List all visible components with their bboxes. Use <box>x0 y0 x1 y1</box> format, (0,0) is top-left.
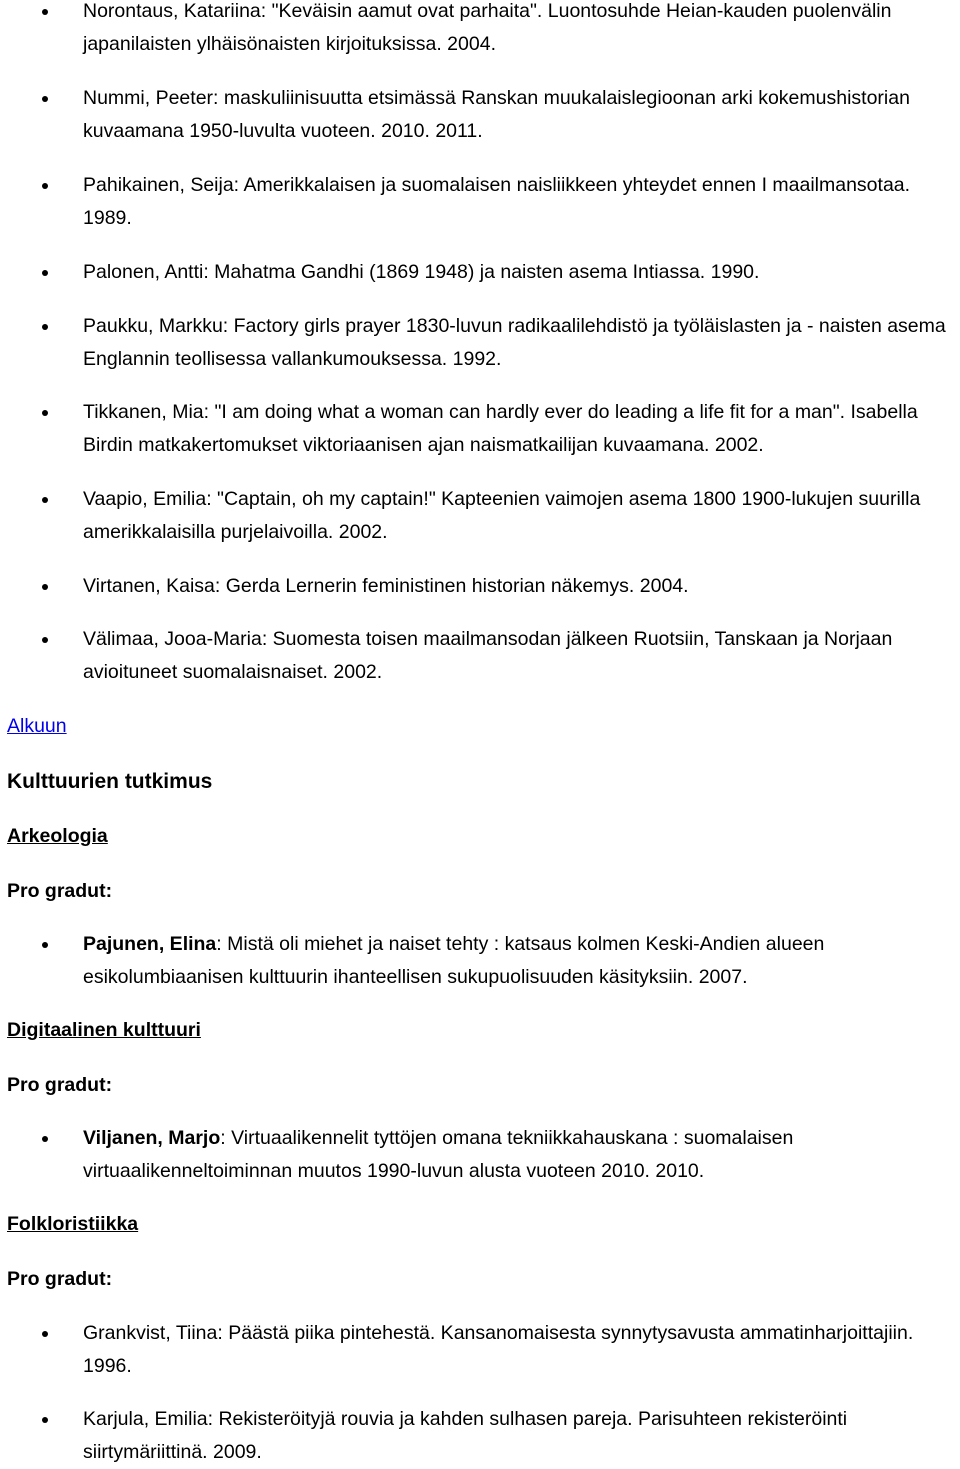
list-item <box>83 0 960 61</box>
list-item-text: Pahikainen, Seija: Amerikkalaisen ja suomalaisen naisliikkeen yhteydet ennen I maailmansotaa. 1989. <box>83 174 911 229</box>
list-item <box>83 82 960 148</box>
subsection-title-folkloristiikka: Folkloristiikka <box>7 1213 139 1235</box>
bullet-icon <box>42 497 48 503</box>
list-item-text: Karjula, Emilia: Rekisteröityjä rouvia ja kahden sulhasen pareja. Parisuhteen rekisteröinti siirtymäriittinä. 2009. <box>83 1408 848 1463</box>
list-item <box>83 928 960 994</box>
list-item-text: Virtanen, Kaisa: Gerda Lernerin feministinen historian näkemys. 2004. <box>83 575 689 597</box>
bullet-icon <box>42 584 48 590</box>
list-item <box>83 1317 960 1383</box>
list-item <box>83 169 960 235</box>
back-to-top-link[interactable]: Alkuun <box>7 715 67 737</box>
list-item-text: : Virtuaalikennelit tyttöjen omana tekniikkahauskana : suomalaisen virtuaalikenneltoiminnan muutos 1990-luvun alusta vuoteen 2010. 2010. <box>83 1127 794 1182</box>
list-item-text: Välimaa, Jooa-Maria: Suomesta toisen maailmansodan jälkeen Ruotsiin, Tanskaan ja Norjaan avioituneet suomalaisnaiset. 2002. <box>83 628 893 683</box>
list-item-text: Norontaus, Katariina: "Keväisin aamut ovat parhaita". Luontosuhde Heian-kauden puolenvälin japanilaisten ylhäisönaisten kirjoituksissa. 2004. <box>83 0 892 55</box>
bullet-icon <box>42 1136 48 1142</box>
list-item <box>83 310 960 376</box>
list-item <box>83 483 960 549</box>
list-item-text: Vaapio, Emilia: "Captain, oh my captain!" Kapteenien vaimojen asema 1800 1900-lukujen suurilla amerikkalaisilla purjelaivoilla. 2002. <box>83 488 921 543</box>
subsection-title-arkeologia: Arkeologia <box>7 825 108 847</box>
list-item-text: Palonen, Antti: Mahatma Gandhi (1869 1948) ja naisten asema Intiassa. 1990. <box>83 261 760 283</box>
pro-gradut-label: Pro gradut: <box>7 880 113 902</box>
list-item-text: Grankvist, Tiina: Päästä piika pintehestä. Kansanomaisesta synnytysavusta ammatinharjoittajiin. 1996. <box>83 1322 914 1377</box>
list-item <box>83 570 960 603</box>
bullet-icon <box>42 1331 48 1337</box>
pro-gradut-label: Pro gradut: <box>7 1268 113 1290</box>
list-item-text: Tikkanen, Mia: "I am doing what a woman can hardly ever do leading a life fit for a man". Isabella Birdin matkakertomukset viktoriaanisen ajan naismatkailijan kuvaamana. 2002. <box>83 401 918 456</box>
list-item-text: : Mistä oli miehet ja naiset tehty : katsaus kolmen Keski-Andien alueen esikolumbiaanisen kulttuurin ihanteellisen sukupuolisuuden käsityksiin. 2007. <box>83 933 825 988</box>
bullet-icon <box>42 183 48 189</box>
bullet-icon <box>42 942 48 948</box>
bullet-icon <box>42 270 48 276</box>
bullet-icon <box>42 9 48 15</box>
bullet-icon <box>42 96 48 102</box>
list-item <box>83 1403 960 1469</box>
author-name: Pajunen, Elina <box>83 933 217 955</box>
list-item-text: Paukku, Markku: Factory girls prayer 1830-luvun radikaalilehdistö ja työläislasten ja - naisten asema Englannin teollisessa vallankumouksessa. 1992. <box>83 315 946 370</box>
bullet-icon <box>42 324 48 330</box>
bullet-icon <box>42 1417 48 1423</box>
bullet-icon <box>42 410 48 416</box>
pro-gradut-label: Pro gradut: <box>7 1074 113 1096</box>
bullet-icon <box>42 637 48 643</box>
section-title: Kulttuurien tutkimus <box>7 770 213 793</box>
list-item <box>83 256 960 289</box>
author-name: Viljanen, Marjo <box>83 1127 221 1149</box>
list-item <box>83 1122 960 1188</box>
subsection-title-digitaalinen-kulttuuri: Digitaalinen kulttuuri <box>7 1019 201 1041</box>
list-item <box>83 396 960 462</box>
list-item <box>83 623 960 689</box>
list-item-text: Nummi, Peeter: maskuliinisuutta etsimässä Ranskan muukalaislegioonan arki kokemushistorian kuvaamana 1950-luvulta vuoteen. 2010. 2011. <box>83 87 910 142</box>
